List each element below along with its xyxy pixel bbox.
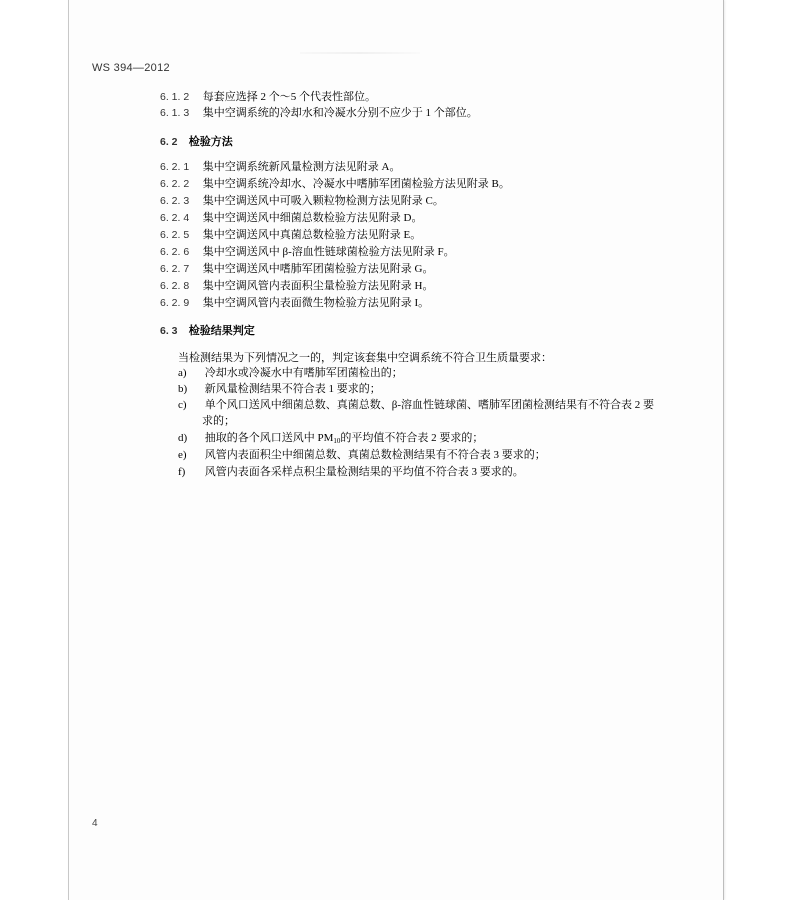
subscript: 10 <box>333 437 341 445</box>
list-marker: c) <box>178 399 187 411</box>
clause-text: 集中空调送风中嗜肺军团菌检验方法见附录 G。 <box>202 263 434 275</box>
list-marker: a) <box>178 367 187 379</box>
list-text: 新风量检测结果不符合表 1 要求的； <box>204 383 381 395</box>
section-title: 检验方法 <box>188 136 233 148</box>
clause-number: 6. 2. 3 <box>160 195 190 207</box>
clause-number: 6. 2. 1 <box>160 161 190 173</box>
clause-text: 集中空调风管内表面积尘量检验方法见附录 H。 <box>202 280 434 292</box>
page-number: 4 <box>92 818 98 829</box>
clause-text: 集中空调送风中可吸入颗粒物检测方法见附录 C。 <box>202 195 444 207</box>
list-text: 抽取的各个风口送风中 PM <box>204 432 334 444</box>
clause-text: 集中空调送风中真菌总数检验方法见附录 E。 <box>202 229 422 241</box>
list-text-continued: 求的； <box>202 415 235 427</box>
list-item-e <box>178 448 546 462</box>
clause-6-2-9 <box>160 296 429 310</box>
clause-text: 集中空调系统冷却水、冷凝水中嗜肺军团菌检验方法见附录 B。 <box>202 178 510 190</box>
section-number: 6. 3 <box>160 325 178 337</box>
list-text: 风管内表面积尘中细菌总数、真菌总数检测结果有不符合表 3 要求的； <box>204 449 546 461</box>
clause-6-2-2 <box>160 177 510 191</box>
clause-number: 6. 2. 5 <box>160 229 190 241</box>
clause-number: 6. 2. 7 <box>160 263 190 275</box>
clause-6-2-4 <box>160 211 422 225</box>
document-header: WS 394—2012 <box>92 62 170 74</box>
clause-number: 6. 2. 4 <box>160 212 190 224</box>
clause-6-2-6 <box>160 245 455 259</box>
clause-6-2-1 <box>160 160 400 174</box>
list-text: 的平均值不符合表 2 要求的； <box>340 432 484 444</box>
list-text: 冷却水或冷凝水中有嗜肺军团菌检出的； <box>204 367 403 379</box>
section-number: 6. 2 <box>160 136 178 148</box>
list-item-b <box>178 382 381 396</box>
list-marker: b) <box>178 383 188 395</box>
section-heading-6-3 <box>160 322 255 338</box>
clause-text: 集中空调风管内表面微生物检验方法见附录 I。 <box>202 297 430 309</box>
clause-text: 集中空调系统的冷却水和冷凝水分别不应少于 1 个部位。 <box>202 107 478 119</box>
list-item-f <box>178 465 524 479</box>
list-item-d <box>178 431 483 448</box>
clause-text: 每套应选择 2 个～5 个代表性部位。 <box>202 91 376 103</box>
list-marker: f) <box>178 466 186 478</box>
clause-number: 6. 2. 8 <box>160 280 190 292</box>
clause-number: 6. 2. 6 <box>160 246 190 258</box>
clause-6-1-3 <box>160 106 478 120</box>
scan-artifact <box>300 52 420 54</box>
clause-text: 集中空调送风中细菌总数检验方法见附录 D。 <box>202 212 423 224</box>
judgement-intro: 当检测结果为下列情况之一的，判定该套集中空调系统不符合卫生质量要求： <box>178 352 552 364</box>
list-item-c <box>178 398 654 412</box>
clause-number: 6. 2. 9 <box>160 297 190 309</box>
clause-text: 集中空调系统新风量检测方法见附录 A。 <box>202 161 401 173</box>
section-heading-6-2 <box>160 133 233 149</box>
list-marker: e) <box>178 449 187 461</box>
clause-text: 集中空调送风中 β-溶血性链球菌检验方法见附录 F。 <box>202 246 455 258</box>
list-item-c-continued <box>202 414 235 428</box>
section-title: 检验结果判定 <box>188 325 255 337</box>
clause-6-1-2 <box>160 90 376 104</box>
clause-6-2-3 <box>160 194 444 208</box>
clause-number: 6. 2. 2 <box>160 178 190 190</box>
list-marker: d) <box>178 432 188 444</box>
clause-6-2-8 <box>160 279 433 293</box>
clause-number: 6. 1. 2 <box>160 91 190 103</box>
clause-6-2-7 <box>160 262 433 276</box>
list-text: 风管内表面各采样点积尘量检测结果的平均值不符合表 3 要求的。 <box>204 466 524 478</box>
clause-6-2-5 <box>160 228 421 242</box>
clause-number: 6. 1. 3 <box>160 107 190 119</box>
list-text: 单个风口送风中细菌总数、真菌总数、β-溶血性链球菌、嗜肺军团菌检测结果有不符合表 2 要 <box>204 399 655 411</box>
list-item-a <box>178 366 403 380</box>
